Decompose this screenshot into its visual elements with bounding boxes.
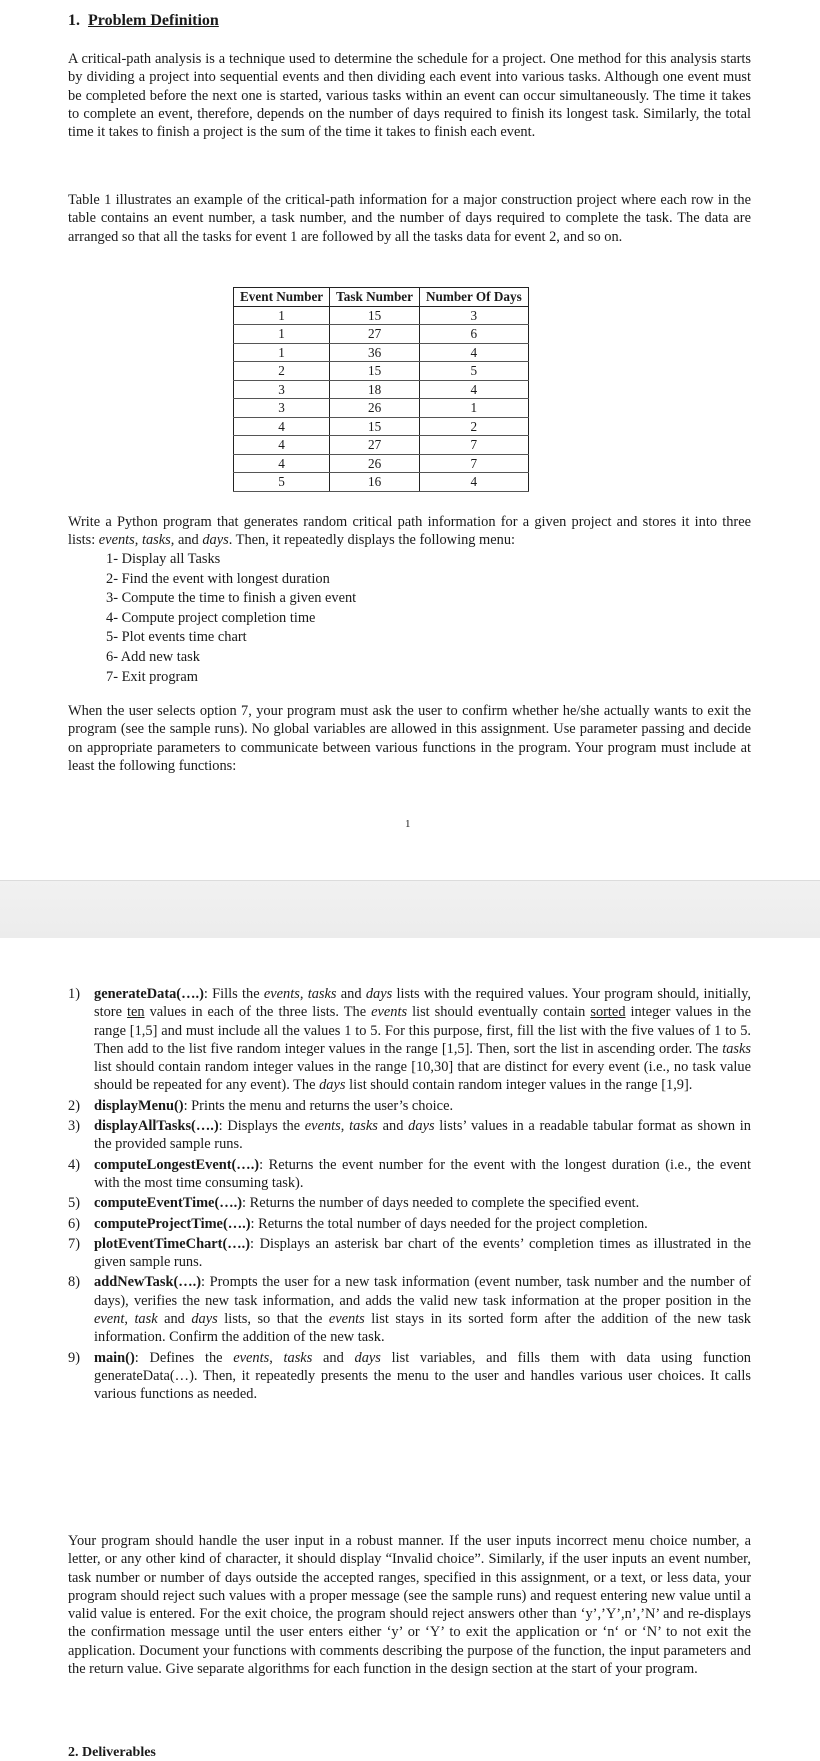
function-item xyxy=(68,1097,751,1115)
table-cell: 4 xyxy=(419,473,528,492)
function-description: : Displays the events, tasks and days lists’ values in a readable tabular format as shown in the provided sample runs. xyxy=(94,1118,751,1153)
table-cell: 16 xyxy=(330,473,420,492)
table-cell: 1 xyxy=(419,399,528,418)
table-row xyxy=(234,362,529,381)
section-number: 1. xyxy=(68,12,80,29)
function-number: 2) xyxy=(68,1097,80,1114)
section-heading: Problem Definition xyxy=(88,12,219,29)
table-row xyxy=(234,343,529,362)
section-title xyxy=(68,12,219,30)
table-cell: 27 xyxy=(330,436,420,455)
table-cell: 2 xyxy=(419,417,528,436)
function-item xyxy=(68,1215,751,1233)
page-number: 1 xyxy=(405,818,411,830)
function-number: 1) xyxy=(68,986,80,1002)
table-cell: 1 xyxy=(234,306,330,325)
function-number: 4) xyxy=(68,1156,80,1173)
table-row xyxy=(234,306,529,325)
menu-item: 4- Compute project completion time xyxy=(106,609,316,626)
table-cell: 7 xyxy=(419,454,528,473)
table-cell: 3 xyxy=(234,399,330,418)
menu-item: 7- Exit program xyxy=(106,668,198,685)
function-name: addNewTask(….) xyxy=(94,1274,202,1291)
page-separator xyxy=(0,880,820,940)
table-cell: 2 xyxy=(234,362,330,381)
function-item xyxy=(68,1235,751,1272)
function-number: 9) xyxy=(68,1349,80,1366)
table-header-row xyxy=(234,288,529,307)
intro-paragraph: A critical-path analysis is a technique used to determine the schedule for a project. One method for this analysis starts by dividing a project into sequential events and then dividing each event into various tasks. Although one event must be completed before the next one is started, various tasks within an event can occur simultaneously. The time it takes to complete an event, therefore, depends on the number of days required to finish its longest task. Similarly, the total time it takes to finish a project is the sum of the time it takes to finish each event. xyxy=(68,51,751,141)
function-name: computeEventTime(….) xyxy=(94,1195,243,1212)
function-description: : Defines the events, tasks and days list variables, and fills them with data using function generateData(…). Then, it repeatedly presents the menu to the user and handles various user choices. It calls various functions as needed. xyxy=(94,1349,751,1403)
table-cell: 1 xyxy=(234,343,330,362)
table-cell: 4 xyxy=(419,343,528,362)
table-cell: 5 xyxy=(234,473,330,492)
table-row xyxy=(234,380,529,399)
function-item xyxy=(68,1273,751,1346)
critical-path-table xyxy=(233,287,529,492)
function-name: computeLongestEvent(….) xyxy=(94,1156,260,1173)
table-row xyxy=(234,399,529,418)
function-name: main() xyxy=(94,1349,135,1366)
function-name: generateData(….) xyxy=(94,986,204,1002)
menu-item: 6- Add new task xyxy=(106,648,200,665)
table-header-cell: Number Of Days xyxy=(419,288,528,307)
function-description: : Returns the event number for the event with the longest duration (i.e., the event with the most time consuming task). xyxy=(94,1156,751,1191)
robust-paragraph: Your program should handle the user input in a robust manner. If the user inputs incorrect menu choice number, a letter, or any other kind of character, it should display “Invalid choice”. Similarly, if the user inputs an event number, task number or number of days outside the accepted ranges, specified in this assignment, or a text, or less data, your program should reject such values with a proper message (see the sample runs) and request entering new value until a valid value is entered. For the exit choice, the program should reject answers other than ‘y’,’Y’,n’,’N’ and re-displays the confirmation message until the user enters either ‘y’ or ‘Y’ to exit the application or ‘n‘ or ‘N’ to not exit the application. Document your functions with comments describing the purpose of the function, the input parameters and the return value. Give separate algorithms for each function in the design section at the start of your program. xyxy=(68,1533,751,1678)
function-number: 6) xyxy=(68,1215,80,1232)
table-row xyxy=(234,473,529,492)
table-row xyxy=(234,454,529,473)
function-description: : Returns the number of days needed to complete the specified event. xyxy=(242,1195,640,1212)
table-cell: 15 xyxy=(330,306,420,325)
functions-list xyxy=(68,985,751,1406)
menu-item: 2- Find the event with longest duration xyxy=(106,570,330,587)
table-cell: 15 xyxy=(330,362,420,381)
table-cell: 6 xyxy=(419,325,528,344)
function-number: 8) xyxy=(68,1274,80,1291)
table-cell: 36 xyxy=(330,343,420,362)
function-description: : Displays an asterisk bar chart of the events’ completion times as illustrated in the given sample runs. xyxy=(94,1235,751,1271)
table-cell: 1 xyxy=(234,325,330,344)
function-description: : Prints the menu and returns the user’s choice. xyxy=(183,1097,454,1114)
table-cell: 4 xyxy=(234,417,330,436)
function-item xyxy=(68,1117,751,1154)
function-number: 3) xyxy=(68,1118,80,1135)
function-item xyxy=(68,1156,751,1193)
next-section-heading: 2. Deliverables xyxy=(68,1745,156,1760)
table-header-cell: Event Number xyxy=(234,288,330,307)
table-paragraph: Table 1 illustrates an example of the critical-path information for a major construction project where each row in the table contains an event number, a task number, and the number of days required to complete the task. The data are arranged so that all the tasks for event 1 are followed by all the tasks data for event 2, and so on. xyxy=(68,192,751,245)
table-cell: 3 xyxy=(234,380,330,399)
function-name: displayAllTasks(….) xyxy=(94,1118,219,1135)
menu-list xyxy=(106,550,356,687)
table-cell: 4 xyxy=(234,436,330,455)
table-cell: 26 xyxy=(330,399,420,418)
table-cell: 3 xyxy=(419,306,528,325)
function-description: : Returns the total number of days needed for the project completion. xyxy=(250,1215,648,1232)
table-cell: 15 xyxy=(330,417,420,436)
function-name: plotEventTimeChart(….) xyxy=(94,1235,251,1252)
table-cell: 18 xyxy=(330,380,420,399)
table-cell: 26 xyxy=(330,454,420,473)
function-number: 5) xyxy=(68,1195,80,1212)
exit-paragraph: When the user selects option 7, your program must ask the user to confirm whether he/she actually wants to exit the program (see the sample runs). No global variables are allowed in this assignment. Use parameter passing and decide on appropriate parameters to communicate between various functions in the program. Your program must include at least the following functions: xyxy=(68,703,751,774)
function-name: computeProjectTime(….) xyxy=(94,1215,251,1232)
menu-item: 3- Compute the time to finish a given event xyxy=(106,590,357,607)
function-number: 7) xyxy=(68,1235,80,1252)
function-description: : Prompts the user for a new task information (event number, task number and the number of days), verifies the new task information, and adds the valid new task information at the proper position in the event, task and days lists, so that the events list stays in its sorted form after the addition of the new task information. Confirm the addition of the new task. xyxy=(94,1274,751,1346)
document-page-1 xyxy=(0,0,820,880)
table-header-cell: Task Number xyxy=(330,288,420,307)
table-cell: 4 xyxy=(419,380,528,399)
menu-item: 1- Display all Tasks xyxy=(106,551,221,567)
menu-item: 5- Plot events time chart xyxy=(106,629,247,646)
function-item xyxy=(68,985,751,1095)
table-body xyxy=(234,306,529,491)
table-row xyxy=(234,417,529,436)
program-paragraph: Write a Python program that generates random critical path information for a given project and stores it into three lists: events, tasks, and days. Then, it repeatedly displays the following menu: xyxy=(68,514,751,549)
table-cell: 4 xyxy=(234,454,330,473)
table-row xyxy=(234,436,529,455)
function-item xyxy=(68,1349,751,1404)
function-name: displayMenu() xyxy=(94,1097,184,1114)
table-cell: 5 xyxy=(419,362,528,381)
table-row xyxy=(234,325,529,344)
table-cell: 7 xyxy=(419,436,528,455)
function-description: : Fills the events, tasks and days lists with the required values. Your program should, initially, store ten values in each of the three lists. The events list should eventually contain sorted integer values in the range [1,5] and must include all the values 1 to 5. For this purpose, first, fill the list with the five values of 1 to 5. Then add to the list five random integer values in the range [1,5]. Then, sort the list in ascending order. The tasks list should contain random integer values in the range [10,30] that are distinct for every event (i.e., no task value should be repeated for any event). The days list should contain random integer values in the range [1,9]. xyxy=(94,986,751,1094)
table-cell: 27 xyxy=(330,325,420,344)
function-item xyxy=(68,1194,751,1212)
